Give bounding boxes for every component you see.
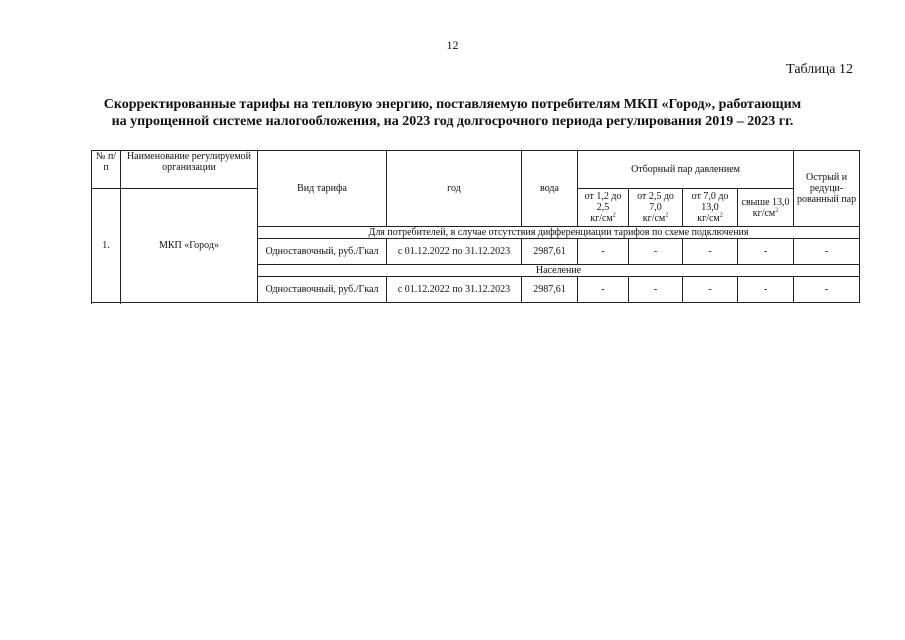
- header-steam-group: Отборный пар давлением: [578, 151, 794, 189]
- steam-col-1-range: от 1,2 до 2,5: [584, 191, 622, 213]
- steam-col-2-range: от 2,5 до 7,0: [637, 191, 674, 213]
- sharp-steam-cell: -: [794, 239, 860, 265]
- tariff-type-cell: Одноставочный, руб./Гкал: [258, 277, 387, 303]
- steam-col-1-unit: кг/см: [590, 213, 613, 224]
- header-sharp-steam: Острый и редуци-рованный пар: [794, 151, 860, 227]
- steam-col-3-exp: 2: [719, 212, 723, 219]
- title-line-2: на упрощенной системе налогообложения, на 2023 год долгосрочного периода регулирования 2019 – 2023 гг.: [111, 114, 794, 129]
- tariff-type-cell: Одноставочный, руб./Гкал: [258, 239, 387, 265]
- organization-name: МКП «Город»: [121, 189, 258, 303]
- header-organization: Наименование регулируемой организации: [121, 151, 258, 189]
- steam-3-cell: -: [683, 239, 738, 265]
- steam-col-2-exp: 2: [665, 212, 669, 219]
- section-no-differentiation: Для потребителей, в случае отсутствия дифференциации тарифов по схеме подключения: [258, 227, 860, 239]
- steam-1-cell: -: [578, 239, 629, 265]
- page-number: 12: [446, 38, 459, 52]
- steam-4-cell: -: [738, 277, 794, 303]
- row-number: 1.: [92, 189, 121, 303]
- header-steam-col-3: [683, 189, 738, 227]
- sharp-steam-cell: -: [794, 277, 860, 303]
- steam-col-4-unit: кг/см: [752, 207, 776, 219]
- steam-3-cell: -: [683, 277, 738, 303]
- water-cell: 2987,61: [522, 277, 578, 303]
- steam-col-2-unit: кг/см: [642, 213, 666, 224]
- period-cell: с 01.12.2022 по 31.12.2023: [387, 277, 522, 303]
- period-cell: с 01.12.2022 по 31.12.2023: [387, 239, 522, 265]
- header-tariff-type: Вид тарифа: [258, 151, 387, 227]
- header-steam-col-1: [578, 189, 629, 227]
- steam-col-3-unit: кг/см: [697, 213, 720, 224]
- table-label: Таблица 12: [786, 62, 853, 77]
- steam-col-1-exp: 2: [612, 212, 616, 219]
- steam-2-cell: -: [629, 277, 683, 303]
- water-cell: 2987,61: [522, 239, 578, 265]
- steam-col-3-range: от 7,0 до 13,0: [691, 191, 729, 213]
- tariff-table: [91, 150, 860, 303]
- steam-2-cell: -: [629, 239, 683, 265]
- steam-1-cell: -: [578, 277, 629, 303]
- steam-col-4-range: свыше 13,0: [741, 196, 790, 208]
- title-line-1: Скорректированные тарифы на тепловую энергию, поставляемую потребителям МКП «Город», работающим: [103, 97, 802, 112]
- section-population: Население: [258, 265, 860, 277]
- header-water: вода: [522, 151, 578, 227]
- header-steam-col-4: [738, 189, 794, 227]
- header-steam-col-2: [629, 189, 683, 227]
- document-title: [60, 96, 845, 130]
- header-year: год: [387, 151, 522, 227]
- steam-4-cell: -: [738, 239, 794, 265]
- steam-col-4-exp: 2: [775, 207, 779, 214]
- header-num: № п/п: [92, 151, 121, 189]
